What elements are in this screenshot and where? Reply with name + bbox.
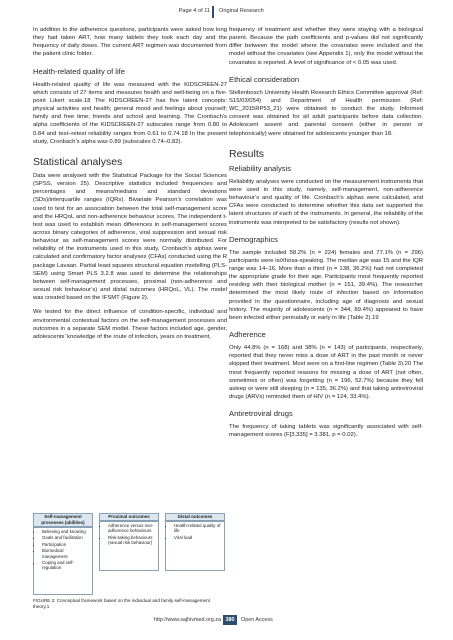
- figure-item: • Risk-taking behaviours (sexual risk behaviour): [108, 535, 156, 546]
- section-heading-adherence: Adherence: [229, 330, 266, 340]
- figure-item: • Coping and self-regulation: [42, 560, 90, 571]
- paragraph: Health-related quality of life was measured with the KIDSCREEN-27 which consists of 27 items and measures health and well-being on a five-point Likert scale.18 The KIDSCREEN-27 has five latent concepts: physical activities and health; general mood and feelings about yourself; family and free time; friends and school and learning. The Cronbach’s alpha coefficients of the KIDSCREEN-27 subscales range from 0.80 to 0.84 and test–retest reliability ranges from 0.61 to 0.74.18 In the present study, Cronbach’s alpha was 0.89 (subscales 0.74–0.82).: [33, 81, 227, 145]
- paragraph: Only 44.8% (n = 168) and 38% (n = 143) of participants, respectively, reported that they never miss a dose of ART in the past month or never skipped their treatment. Most were on a first-line regimen (Table 3).20 The most frequently reported reasons for missing a dose of ART (not often, sometimes or often) was forgetting (n = 196, 52.7%) because they fell asleep or were still sleeping (n = 135, 36.2%) and that taking antiretroviral drugs (ARVs) reminded them of HIV (n = 124, 33.4%).: [229, 345, 423, 400]
- paragraph: Reliability analyses were conducted on the measurement instruments that were used in this study, namely, self-management, non-adherence behaviour’s and quality of life. Cronbach’s alphas were calculated, and CFAs were conducted to determine whether this data set supported the latent structures of each of the instruments. In general, the reliability of the instruments was interpreted to be satisfactory (results not shown).: [229, 178, 423, 226]
- journal-url-link[interactable]: http://www.sajhivmed.org.za: [153, 617, 221, 623]
- header-separator: [212, 6, 214, 18]
- paragraph: Data were analysed with the Statistical Package for the Social Sciences (SPSS, version 25). Descriptive statistics included frequencies and percentages and means/medians and standard deviations (SDs)/interquartile ranges (IQRs). Bivariate Pearson’s correlation was used to test for an association between the total self-management score and the HRQoL and non-adherence behaviour scores. The independent t-test was used to establish mean differences in self-management scores across binary categories of adherence, viral suppression and sexual risk behaviour as self-management scores were normally distributed. For reliability of the instruments used in this study, Cronbach’s alphas were calculated and confirmatory factor analyses (CFAs) conducted using the R package Lavaan. Partial least squares structural equation modelling (PLS-SEM) using Smart PLS 3.2.8 was used to determine the relationships between self-management processes, proximal (non-adherence and sexual risk behaviour’s) and distal outcomes (HRQoL, VL). The model was created based on the IFSMT (Figure 2).: [33, 172, 227, 302]
- figure-caption: FIGURE 2: Conceptual framework based on the individual and family self-management theory.1: [33, 598, 210, 609]
- section-heading-results: Results: [229, 147, 265, 160]
- paragraph: We tested for the direct influence of condition-specific, individual and environmental contextual factors on the self-management processes and outcomes in a separate SEM model. These factors included age, gender, adolescents’ knowledge of the route of infection, years on treatment,: [33, 309, 227, 340]
- figure-box-processes: [33, 527, 93, 595]
- figure-item: • Participation: [42, 542, 90, 547]
- right-column: [229, 26, 423, 445]
- paragraph: The frequency of taking tablets was significantly associated with self-management scores (F[3.335] = 3.381, p = 0.02).: [229, 424, 423, 439]
- open-access-label: Open Access: [241, 617, 273, 623]
- figure-box-proximal: [99, 521, 159, 571]
- figure-item: • Biomedical management: [42, 548, 90, 559]
- section-heading-ethics: Ethical consideration: [229, 74, 300, 84]
- page-indicator: Page 4 of 11: [178, 8, 210, 14]
- section-heading-demographics: Demographics: [229, 234, 278, 244]
- figure-item: • Adherence versus non-adherence behaviours: [108, 523, 156, 534]
- figure-item: • Believing and knowing: [42, 529, 90, 534]
- figure-item: • Goals and facilitation: [42, 535, 90, 540]
- paragraph: Stellenbosch University Health Research Ethics Committee approval (Ref: S15/03/054) and Department of Health permission (Ref: WC_2015RP53_21) were obtained to conduct the study. Informed consent was obtained for all adult participants before data collection. Adolescent assent and parental consent (either in person or telephonically) were obtained for adolescents younger than 18.: [229, 89, 423, 137]
- section-heading-reliability: Reliability analysis: [229, 163, 292, 173]
- page-number-badge: 380: [223, 615, 237, 625]
- figure-item: • Viral load: [174, 535, 222, 540]
- section-heading-arv: Antiretroviral drugs: [229, 409, 293, 419]
- figure-header-distal: Distal outcomes: [165, 513, 225, 521]
- paragraph: The sample included 58.2% (n = 224) females and 77.1% (n = 296) participants were isiXhosa-speaking. The median age was 15 and the IQR range was 14–16. More than a third (n = 138, 36.2%) had not completed the appropriate grade for their age. Participants most frequently reported residing with their biological mother (n = 151, 39.4%). The researcher determined the most likely route of infection based on information provided in the questionnaire, including age of diagnosis and sexual history. The majority of adolescents (n = 344, 89.4%) appeared to have been infected either perinatally or early in life (Table 2).19: [229, 249, 423, 321]
- figure-2-diagram: [33, 513, 227, 595]
- figure-header-processes: Self-management processes (abilities): [33, 513, 93, 527]
- left-column: [33, 26, 227, 347]
- paragraph: In addition to the adherence questions, participants were asked how long they had taken ART, how many tablets they took each day and the frequency of daily doses. The current ART regimen was documented from the patient clinic folder.: [33, 27, 227, 58]
- figure-box-distal: [165, 521, 225, 571]
- paragraph: frequency of treatment and whether they were staying with a biological parent. Because the path coefficients and p-values did not significantly differ between the model where the covariates were included and the model without the covariates (see Appendix 1), only the model without the covariates is reported. A level of significance of < 0.05 was used.: [229, 27, 423, 66]
- page-header: [0, 6, 453, 20]
- figure-header-proximal: Proximal outcomes: [99, 513, 159, 521]
- page-footer: [0, 615, 453, 627]
- article-type-label: Original Research: [219, 8, 264, 14]
- section-heading-hrqol: Health-related quality of life: [33, 66, 126, 76]
- section-heading-statistics: Statistical analyses: [33, 155, 123, 168]
- figure-item: • Health-related quality of life: [174, 523, 222, 534]
